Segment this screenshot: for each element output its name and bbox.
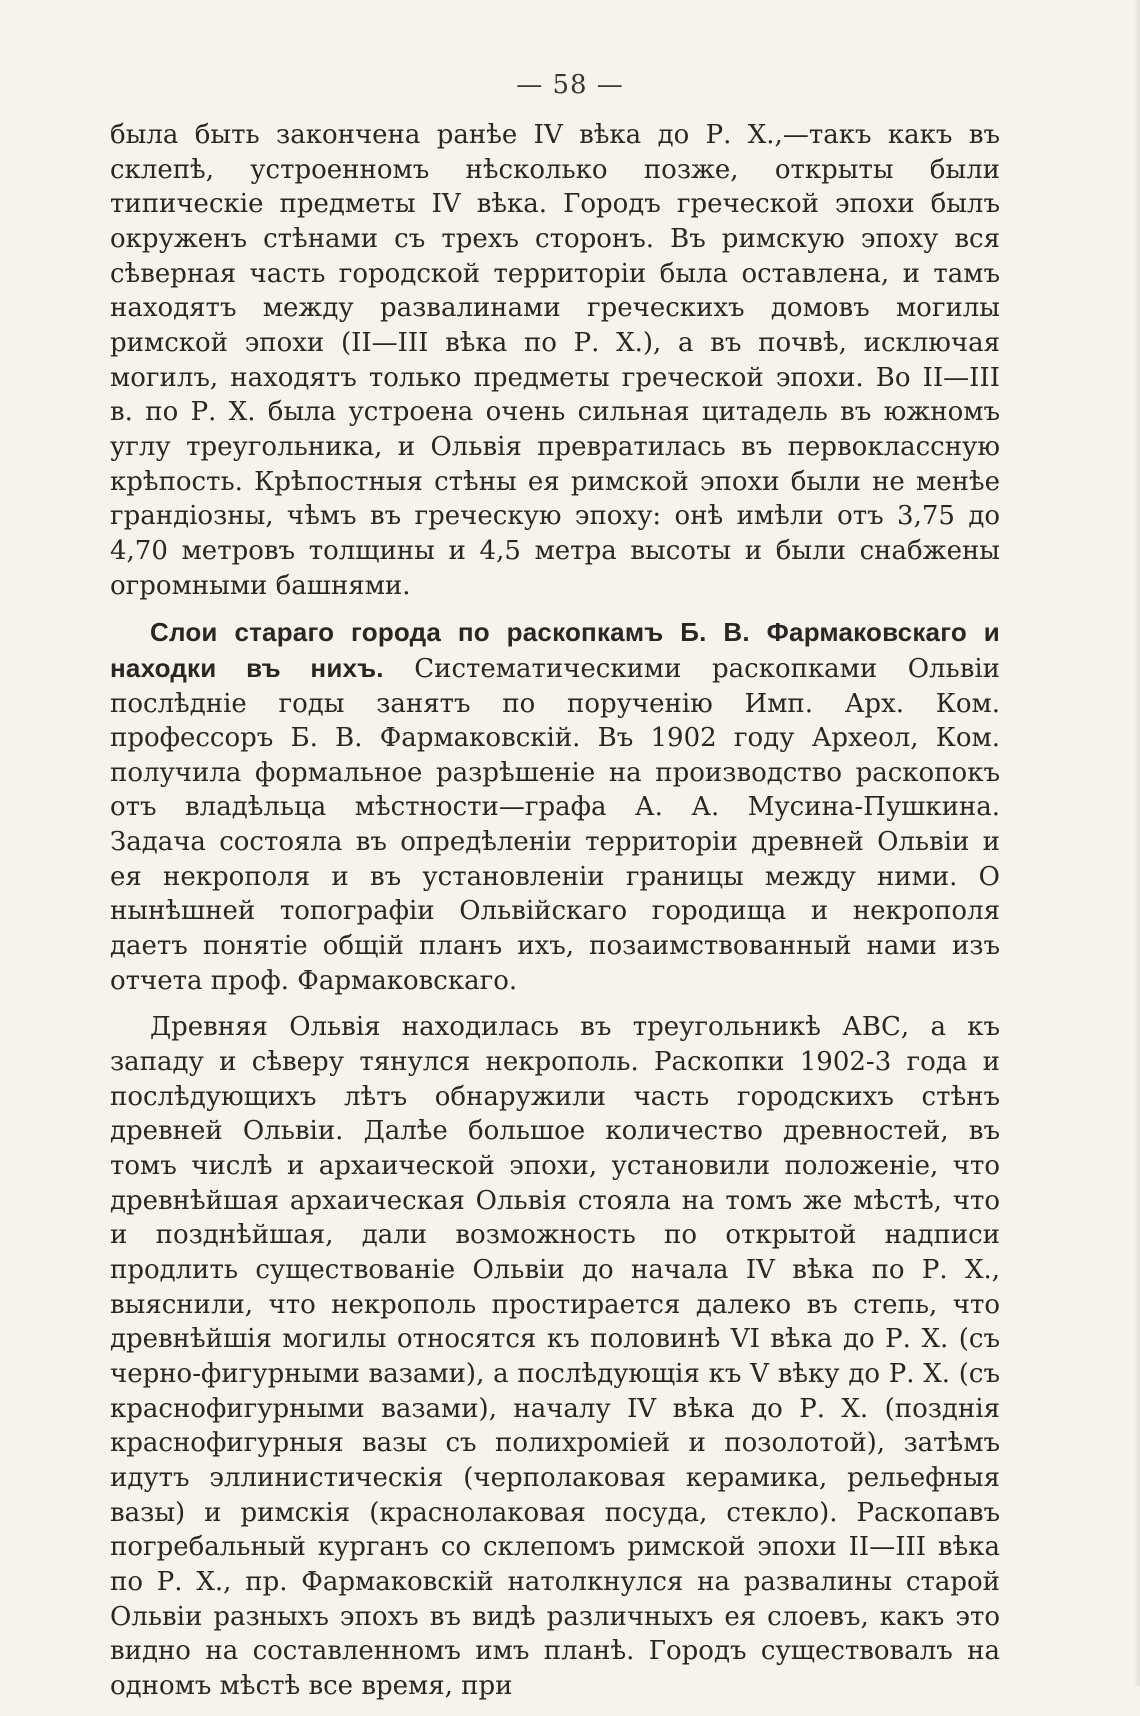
- paragraph-excavations-body: Систематическими раскопками Ольвіи послѣдніе годы занятъ по порученію Имп. Арх. Ком. профессоръ Б. В. Фармаковскій. Въ 1902 году Археол, Ком. получила формальное разрѣшеніе на производство раскопокъ отъ владѣльца мѣстности—графа А. А. Мусина-Пушкина. Задача состояла въ опредѣленіи территоріи древней Ольвіи и ея некрополя и въ установленіи границы между ними. О нынѣшней топографіи Ольвійскаго городища и некрополя даетъ понятіе общій планъ ихъ, позаимствованный нами изъ отчета проф. Фармаковскаго.: [110, 653, 1000, 996]
- page-edge-shadow: [1134, 0, 1140, 1686]
- body-text: [110, 118, 1000, 1716]
- section-heading: Слои стараго города по раскопкамъ Б. В. Фармаковскаго и находки въ нихъ.: [110, 617, 1000, 683]
- paragraph-excavations: [110, 615, 1000, 998]
- paragraph-ancient-olbia: Древняя Ольвія находилась въ треугольникѣ АВС, а къ западу и сѣверу тянулся некрополь. Раскопки 1902-3 года и послѣдующихъ лѣтъ обнаружили часть городскихъ стѣнъ древней Ольвіи. Далѣе большое количество древностей, въ томъ числѣ и архаической эпохи, установили положеніе, что древнѣйшая архаическая Ольвія стояла на томъ же мѣстѣ, что и позднѣйшая, дали возможность по открытой надписи продлить существованіе Ольвіи до начала IV вѣка по Р. Х., выяснили, что некрополь простирается далеко въ степь, что древнѣйшія могилы относятся къ половинѣ VI вѣка до Р. Х. (съ черно-фигурными вазами), а послѣдующія къ V вѣку до Р. Х. (съ краснофигурными вазами), началу IV вѣка до Р. Х. (позднія краснофигурныя вазы съ полихроміей и позолотой), затѣмъ идутъ эллинистическія (черполаковая керамика, рельефныя вазы) и римскія (краснолаковая посуда, стекло). Раскопавъ погребальный курганъ со склепомъ римской эпохи II—III вѣка по Р. Х., пр. Фармаковскій натолкнулся на развалины старой Ольвіи разныхъ эпохъ въ видѣ различныхъ ея слоевъ, какъ это видно на составленномъ имъ планѣ. Городъ существовалъ на одномъ мѣстѣ все время, при: [110, 1012, 1000, 1701]
- page-number: — 58 —: [516, 70, 624, 100]
- paragraph-citadel: была быть закончена ранѣе IV вѣка до Р. Х.,—такъ какъ въ склепѣ, устроенномъ нѣсколько позже, открыты были типическіе предметы IV вѣка. Городъ греческой эпохи былъ окруженъ стѣнами съ трехъ сторонъ. Въ римскую эпоху вся сѣверная часть городской территоріи была оставлена, и тамъ находятъ между развалинами греческихъ домовъ могилы римской эпохи (II—III вѣка по Р. Х.), а въ почвѣ, исключая могилъ, находятъ только предметы греческой эпохи. Во II—III в. по Р. Х. была устроена очень сильная цитадель въ южномъ углу треугольника, и Ольвія превратилась въ первоклассную крѣпость. Крѣпостныя стѣны ея римской эпохи были не менѣе грандіозны, чѣмъ въ греческую эпоху: онѣ имѣли отъ 3,75 до 4,70 метровъ толщины и 4,5 метра высоты и были снабжены огромными башнями.: [110, 120, 1000, 601]
